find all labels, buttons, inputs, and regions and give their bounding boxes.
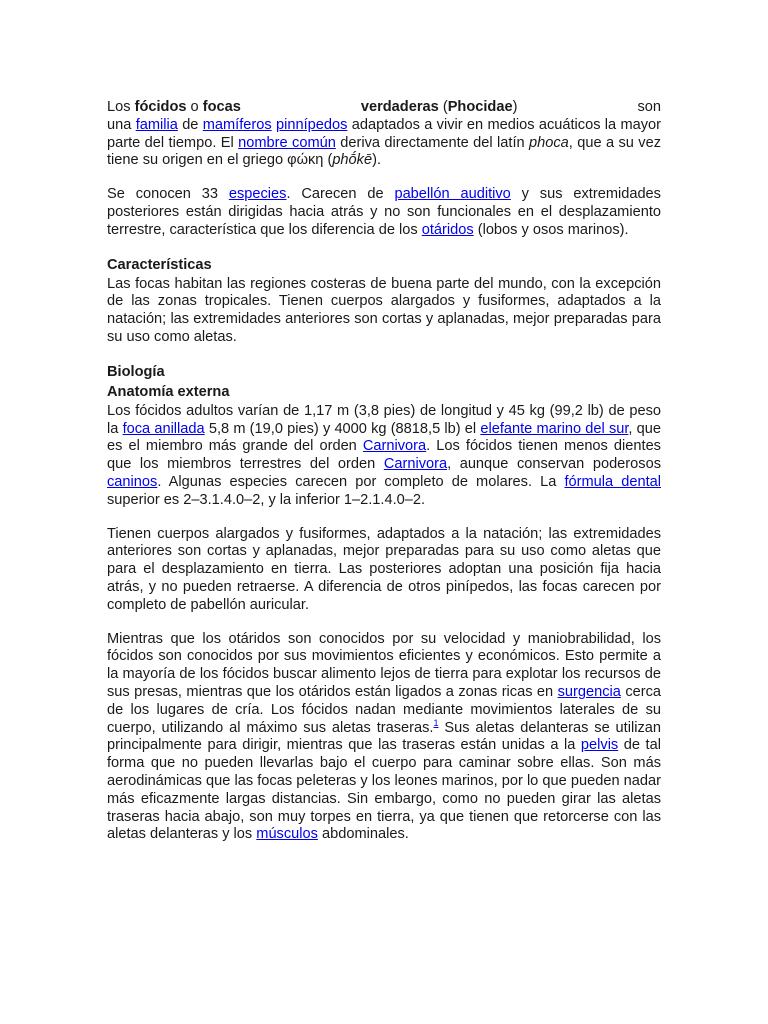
text: , aunque conservan poderosos <box>447 456 661 473</box>
link-otaridos[interactable]: otáridos <box>421 221 474 238</box>
intro-middle <box>361 99 518 117</box>
link-caninos[interactable]: caninos <box>107 473 158 490</box>
species-paragraph <box>107 186 661 239</box>
link-elefante-marino[interactable]: elefante marino del sur <box>480 420 629 437</box>
link-familia[interactable]: familia <box>135 116 178 133</box>
greek-term: phṓkē <box>332 152 373 169</box>
intro-first-line <box>107 99 661 117</box>
text: . Carecen de <box>286 186 384 203</box>
text: cerca de los lugares de cría. Los fócidos nadan mediante movimientos laterales de su cuerpo, utilizando al máximo sus aletas traseras. <box>107 683 662 736</box>
text: ). <box>372 152 381 169</box>
link-pinnipedos[interactable]: pinnípedos <box>276 116 348 133</box>
text: Los fócidos adultos varían de 1,17 m (3,8 pies) de longitud y 45 kg (99,2 lb) de peso la <box>107 402 661 437</box>
paren: ) <box>512 99 518 115</box>
text: . Algunas especies carecen por completo de molares. La <box>157 473 557 490</box>
paren: ( <box>442 99 448 115</box>
text: de tal forma que no pueden llevarlas bajo el cuerpo para caminar sobre ellas. Son más aerodinámicas que las focas peleteras y los leones marinos, por lo que pueden nadar más eficazmente largas distancias. Sin embargo, como no pueden girar las aletas traseras hacia abajo, son muy torpes en tierra, ya que tienen que retorcerse con las aletas delanteras y los <box>107 737 661 843</box>
text: Sus aletas delanteras se utilizan principalmente para dirigir, mientras que las traseras están unidas a la <box>107 719 661 754</box>
intro-paragraph <box>107 117 661 170</box>
link-formula-dental[interactable]: fórmula dental <box>564 473 661 490</box>
text: (lobos y osos marinos). <box>477 221 629 238</box>
text: de <box>182 116 199 133</box>
locomotion-paragraph <box>107 631 661 845</box>
link-pabellon-auditivo[interactable]: pabellón auditivo <box>394 186 511 203</box>
intro-word: Los <box>107 99 131 115</box>
text: , que a su vez tiene su origen en el griego φώκη ( <box>107 134 662 169</box>
text: deriva directamente del latín <box>340 134 525 151</box>
characteristics-paragraph: Las focas habitan las regiones costeras de buena parte del mundo, con la excepción de las zonas tropicales. Tienen cuerpos alargados y fusiformes, adaptados a la natación; las extremidades anteriores son cortas y aplanadas, mejor preparadas para su uso como aletas. <box>107 275 661 345</box>
text: 5,8 m (19,0 pies) y 4000 kg (8818,5 lb) el <box>208 420 477 437</box>
text: y sus extremidades posteriores están dirigidas hacia atrás y no son funcionales en el desplazamiento terrestre, característica que los diferencia de los <box>107 186 661 238</box>
link-mamiferos[interactable]: mamíferos <box>202 116 272 133</box>
link-especies[interactable]: especies <box>228 186 287 203</box>
text: abdominales. <box>321 826 409 843</box>
heading-biologia: Biología <box>107 363 165 380</box>
heading-anatomia-externa: Anatomía externa <box>107 383 230 400</box>
term-focas: focas <box>202 99 241 115</box>
term-focidos: fócidos <box>134 99 187 115</box>
link-pelvis[interactable]: pelvis <box>580 737 619 754</box>
link-musculos[interactable]: músculos <box>256 826 318 843</box>
article <box>107 99 661 844</box>
intro-start <box>107 99 241 117</box>
link-surgencia[interactable]: surgencia <box>557 683 621 700</box>
footnote-ref[interactable]: 1 <box>433 717 439 728</box>
body-shape-paragraph: Tienen cuerpos alargados y fusiformes, adaptados a la natación; las extremidades anteriores son cortas y aplanadas, mejor preparadas para su uso como aletas que para el desplazamiento en tierra. Las posteriores adoptan una posición fija hacia atrás, y no pueden retraerse. A diferencia de otros pinípedos, las focas carecen por completo de pabellón auricular. <box>107 525 661 613</box>
term-verdaderas: verdaderas <box>360 99 439 115</box>
latin-term: phoca <box>529 134 569 151</box>
text: superior es 2–3.1.4.0–2, y la inferior 1–2.1.4.0–2. <box>107 491 426 508</box>
link-foca-anillada[interactable]: foca anillada <box>122 420 205 437</box>
text: adaptados a vivir en medios acuáticos la mayor parte del tiempo. El <box>107 116 662 151</box>
text: . Los fócidos tienen menos dientes que los miembros terrestres del orden <box>107 438 661 473</box>
heading-caracteristicas: Características <box>107 256 212 273</box>
text: Se conocen 33 <box>107 186 218 203</box>
link-carnivora[interactable]: Carnivora <box>383 456 448 473</box>
intro-word: son <box>637 99 661 115</box>
text: una <box>107 116 132 133</box>
anatomy-paragraph <box>107 403 661 510</box>
term-phocidae: Phocidae <box>447 99 513 115</box>
intro-word: o <box>190 99 199 115</box>
text: Mientras que los otáridos son conocidos por su velocidad y maniobrabilidad, los fócidos son conocidos por sus movimientos eficientes y económicos. Esto permite a la mayoría de los fócidos buscar alimento lejos de tierra para explotar los recursos de sus presas, mientras que los otáridos están ligados a zonas ricas en <box>107 630 661 700</box>
link-carnivora[interactable]: Carnivora <box>362 438 427 455</box>
link-nombre-comun[interactable]: nombre común <box>238 134 336 151</box>
text: , que es el miembro más grande del orden <box>107 420 662 455</box>
